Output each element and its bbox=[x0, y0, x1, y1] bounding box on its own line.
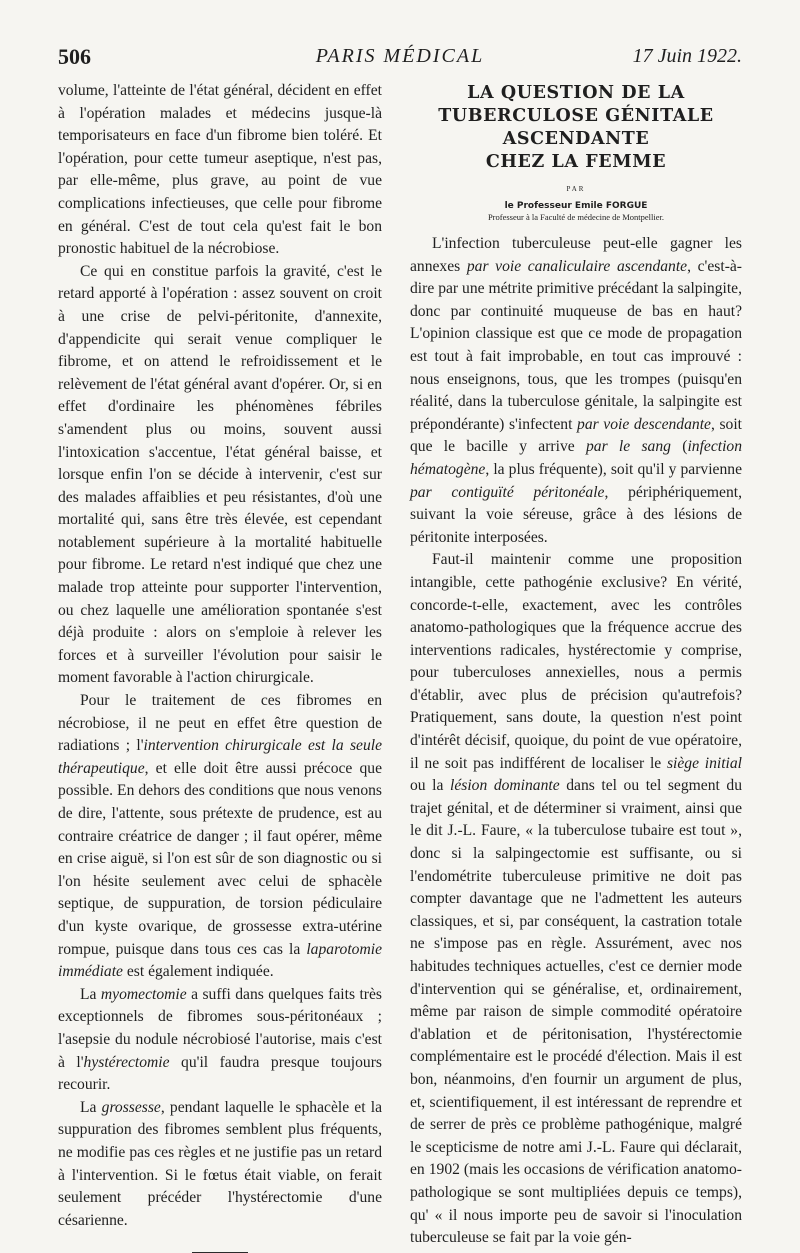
emphasis: siège initial bbox=[666, 754, 742, 772]
title-line: LA QUESTION DE LA bbox=[467, 83, 685, 103]
paragraph: Pour le traitement de ces fibromes en nécrobiose, il ne peut en effet être question de radiations ; l'intervention chirurgicale est la seule thérapeutique, et elle doit être aussi précoce que possible. En dehors des conditions que nous venons de dire, l'attente, sous prétexte de prudence, est au contraire créatrice de danger ; il faut opérer, même en crise aiguë, si l'on est sûr de son diagnostic ou si l'on hésite seulement avec celui de sphacèle septique, de suppuration, de torsion pédiculaire d'un kyste ovarique, de grossesse extra-utérine rompue, puisque dans tous ces cas la laparotomie immédiate est également indiquée. bbox=[58, 692, 382, 981]
paragraph: Faut-il maintenir comme une proposition intangible, cette pathogénie exclusive? En vérité, concorde-t-elle, exactement, avec les contrôles anatomo-pathologiques que la fréquence accrue des interventions radicales, hystérectomie y comprise, pour tuberculoses annexielles, nous a permis d'établir, avec plus de précision qu'autrefois? Pratiquement, sans doute, la question n'est point d'intérêt décisif, quoique, du point de vue opératoire, il ne soit pas indifférent de localiser le siège initial ou la lésion dominante dans tel ou tel segment du trajet génital, et de déterminer si vraiment, ainsi que le dit J.-L. Faure, « la tuberculose tubaire est tout », donc si la salpingectomie est suffisante, ou si l'endométrite tuberculeuse primitive ne doit pas compter davantage que ne l'admettent les auteurs classiques, et si, par conséquent, la castration totale ne s'impose pas en règle. Assurément, avec nos habitudes techniques actuelles, c'est ce dernier mode d'intervention qui se généralise, et, ordinairement, même par raison de simple commodité opératoire d'ablation et de péritonisation, l'hystérectomie complémentaire est le procédé d'élection. Mais il est bon, néanmoins, d'en fournir un argument de plus, et, scientifiquement, il est intéressant de reprendre et de serrer de près ce problème pathogénique, malgré le scepticisme de notre ami J.-L. Faure qui déclarait, en 1902 (mais les occasions de vérification anatomo-pathologique se sont multipliées depuis ce temps), qu' « il nous importe peu de savoir si l'inoculation tuberculeuse se fait par la voie gén- bbox=[410, 551, 742, 1247]
emphasis: intervention chirurgicale est la seule thérapeutique bbox=[58, 737, 382, 777]
emphasis: infection hématogène bbox=[410, 438, 743, 478]
emphasis: par voie canaliculaire ascendante bbox=[466, 257, 688, 275]
title-line: ASCENDANTE bbox=[502, 129, 650, 149]
paragraph: La myomectomie a suffi dans quelques faits très exceptionnels de fibromes sous-péritonéaux ; l'asepsie du nodule nécrobiosé l'autorise, mais c'est à l'hystérectomie qu'il faudra presque toujours recourir. bbox=[58, 985, 382, 1094]
paragraph: La grossesse, pendant laquelle le sphacèle et la suppuration des fibromes semblent plus fréquents, ne modifie pas ces règles et ne justifie pas un retard à l'intervention. Si le fœtus était viable, on ferait seulement précéder l'hystérectomie d'une césarienne. bbox=[58, 1098, 382, 1229]
right-column bbox=[410, 80, 742, 1250]
paragraph: L'infection tuberculeuse peut-elle gagner les annexes par voie canaliculaire ascendante, c'est-à-dire par une métrite primitive précédant la salpingite, donc par continuité muqueuse de bas en haut? L'opinion classique est que ce mode de propagation est tout à fait improbable, en tout cas improuvé : nous enseignons, tous, que les trompes (puisqu'en réalité, dans la tuberculose génitale, la salpingite est prépondérante) s'infectent par voie descendante, soit que le bacille y arrive par le sang (infection hématogène, la plus fréquente), soit qu'il y parvienne par contiguïté péritonéale, périphériquement, suivant la voie séreuse, grâce à des lésions de péritonite interposées. bbox=[410, 235, 743, 546]
emphasis: lésion dominante bbox=[450, 777, 560, 795]
emphasis: laparotomie immédiate bbox=[58, 940, 382, 981]
byline-par: PAR bbox=[566, 185, 586, 193]
title-line: TUBERCULOSE GÉNITALE bbox=[438, 106, 714, 126]
paragraph: volume, l'atteinte de l'état général, décident en effet à l'opération malades et médecins jusque-là temporisateurs en face d'un fibrome bien toléré. Et l'opération, pour cette tumeur aseptique, n'est pas, par elle-même, plus grave, au point de vue complications infectieuses, que celle pour fibrome en général. C'est de tout cela qu'est fait le bon pronostic habituel de la nécrobiose. bbox=[58, 82, 382, 258]
author-affiliation: Professeur à la Faculté de médecine de Montpellier. bbox=[487, 212, 665, 222]
emphasis: par contiguïté péritonéale bbox=[410, 483, 605, 501]
left-column bbox=[58, 80, 382, 1253]
emphasis: grossesse bbox=[101, 1098, 161, 1116]
running-header bbox=[58, 44, 742, 74]
page-number: 506 bbox=[58, 44, 91, 69]
journal-title: PARIS MÉDICAL bbox=[315, 45, 485, 67]
emphasis: hystérectomie bbox=[83, 1053, 170, 1071]
paragraph: Ce qui en constitue parfois la gravité, c'est le retard apporté à l'opération : assez souvent on croit à une crise de pelvi-péritonite, d'annexite, d'appendicite qui serait venue compliquer le fibrome, et on attend le refroidissement et le relèvement de l'état général avant d'opérer. Or, si en effet d'ordinaire les phénomènes fébriles s'amendent plus ou moins, souvent aussi l'intoxication s'accentue, l'état général baisse, et lorsque enfin l'on se décide à intervenir, c'est sur des malades affaiblies et peu résistantes, d'où une mortalité qui, sans être très élevée, est cependant notablement supérieure à la mortalité habituelle pour fibrome. Le retard n'est indiqué que chez une malade trop atteinte pour supporter l'intervention, ou chez laquelle une amélioration spontanée s'est déjà produite : alors on s'emploie à relever les forces et à surveiller l'évolution pour saisir le moment favorable à l'action chirurgicale. bbox=[58, 262, 382, 687]
title-line: CHEZ LA FEMME bbox=[485, 152, 667, 172]
emphasis: par voie descendante bbox=[577, 415, 711, 433]
issue-date: 17 Juin 1922. bbox=[632, 45, 742, 67]
emphasis: par le sang bbox=[585, 438, 671, 456]
article-title bbox=[410, 82, 742, 174]
emphasis: myomectomie bbox=[100, 985, 187, 1003]
author-name: le Professeur Emile FORGUE bbox=[504, 201, 648, 211]
